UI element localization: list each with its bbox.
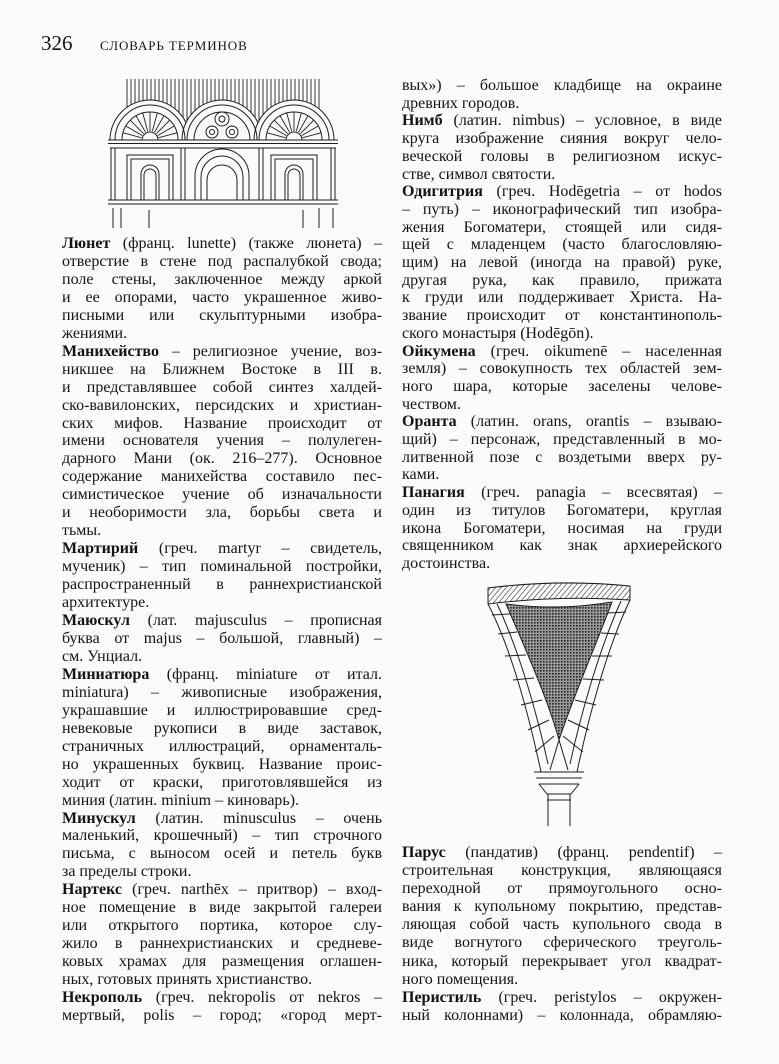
entry-text: (франц. miniature от итал. [166, 665, 382, 683]
entry-text-line: один из титулов Богоматери, круглая [402, 501, 722, 519]
entry-text-line: священником как знак архиерейского [402, 537, 722, 555]
entry-text: (лат. majusculus – прописная [147, 612, 383, 630]
entry-text: – религиозное учение, воз- [171, 342, 382, 360]
entry-text-line: жения Богоматери, стоящей или сидя- [402, 218, 722, 236]
entry-text: (греч. Hodēgetria – от hodos [496, 183, 722, 201]
entry-first-line [62, 343, 382, 361]
entry-text-line: щим) на левой (иногда на правой) руке, [402, 254, 722, 272]
entry-text-line: вых») – большое кладбище на окраине [402, 77, 722, 94]
entry-first-line [402, 343, 722, 361]
entry-text-line: miniatura) – живописные изображения, [62, 683, 382, 701]
entry-text-line: ского монастыря (Hodēgōn). [402, 324, 594, 342]
entry-text-line: ное помещение в виде закрытой галереи [62, 899, 382, 917]
entry-nimbus [402, 112, 722, 183]
entry-text-line: вания к купольному покрытию, представ- [402, 898, 722, 916]
entry-text-line: щей с младенцем (часто благословляю- [402, 236, 722, 254]
entry-term: Миниатюра [62, 665, 150, 683]
entry-first-line [62, 540, 382, 558]
entry-manichaeism [62, 343, 382, 540]
entry-text: (пандатив) (франц. pendentif) – [465, 844, 722, 861]
entry-text-line: содержание манихейства составило пес- [62, 468, 382, 486]
entry-text-line: звание происходит от константинополь- [402, 307, 722, 325]
entry-text-line: и представлявшее собой синтез халдей- [62, 378, 382, 396]
entry-text-line: писными или скульптурными изобра- [62, 306, 382, 324]
entry-text-line: мертвый, polis – город; «город мерт- [62, 1006, 382, 1024]
entry-term: Некрополь [62, 989, 143, 1007]
entry-martyrium [62, 540, 382, 612]
entry-text-line: земля) – совокупность тех областей зем- [402, 360, 722, 378]
entry-text-line: ско-вавилонских, персидских и христиан- [62, 396, 382, 414]
entry-text-line: строительная конструкция, являющаяся [402, 862, 722, 880]
entry-text-line: к груди или поддерживает Христа. На- [402, 289, 722, 307]
entry-term: Манихейство [62, 342, 159, 360]
entry-text-line: чеством. [402, 395, 461, 413]
entry-text-line: литвенной позе с воздетыми вверх ру- [402, 448, 722, 466]
entry-text-line: щий) – персонаж, представленный в мо- [402, 431, 722, 449]
entry-text-line: ного помещения. [402, 970, 519, 988]
entry-first-line [402, 484, 722, 502]
right-column-bottom [402, 844, 722, 1025]
entry-term: Оранта [402, 413, 457, 431]
entry-text: (латин. nimbus) – условное, в виде [453, 112, 723, 130]
entry-miniature [62, 666, 382, 810]
entry-text-line: или открытого портика, которое слу- [62, 917, 382, 935]
right-column-top [402, 77, 722, 573]
entry-text: (франц. lunette) (также люнета) – [122, 235, 383, 252]
entry-text: (латин. minusculus – очень [155, 809, 382, 827]
entry-hodegetria [402, 183, 722, 342]
entry-first-line [402, 183, 722, 201]
entry-majuscule [62, 612, 382, 666]
entry-text: (латин. orans, orantis – взываю- [470, 413, 722, 431]
entry-term: Одигитрия [402, 183, 483, 201]
entry-term: Минускул [62, 809, 136, 827]
entry-first-line [402, 844, 722, 862]
entry-term: Мартирий [62, 540, 139, 558]
entry-text-line: но украшенных буквиц. Название проис- [62, 755, 382, 773]
entry-text-line: жило в раннехристианских и средневе- [62, 935, 382, 953]
entry-text-line: ного шара, которые заселены челове- [402, 377, 722, 395]
entry-text-line: отверстие в стене под распалубкой свода; [62, 252, 382, 270]
entry-text-line: ных, готовых принять христианство. [62, 971, 313, 989]
entry-text-line: архитектуре. [62, 594, 150, 612]
entry-minuscule [62, 810, 382, 882]
entry-panagia [402, 484, 722, 573]
entry-term: Люнет [62, 235, 111, 252]
entry-necropolis-continuation [402, 77, 722, 112]
entry-oikumene [402, 343, 722, 414]
entry-text-line: переходной от прямоугольного осно- [402, 880, 722, 898]
entry-text-line: ляющая собой часть купольного свода в [402, 916, 722, 934]
entry-text: (греч. nekropolis от nekros – [155, 989, 383, 1007]
entry-text: (греч. martyr – свидетель, [158, 540, 383, 558]
entry-text-line: ный колоннами) – колоннада, обрамляю- [402, 1006, 722, 1024]
entry-text-line: имени основателя учения – полулеген- [62, 432, 382, 450]
entry-text-line: икона Богоматери, носимая на груди [402, 519, 722, 537]
entry-text-line: ходит от краски, приготовлявшейся из [62, 773, 382, 791]
entry-narthex [62, 881, 382, 989]
entry-text: (греч. oikumenē – населенная [490, 342, 723, 360]
entry-text-line: круга изображение сияния вокруг чело- [402, 130, 722, 148]
entry-text-line: жениями. [62, 324, 128, 342]
entry-text-line: никшее на Ближнем Востоке в III в. [62, 360, 382, 378]
entry-term: Маюскул [62, 612, 130, 630]
entry-text-line: виде вогнутого сферического треуголь- [402, 934, 722, 952]
entry-orant [402, 413, 722, 484]
entry-term: Парус [402, 844, 446, 861]
lunette-illustration [105, 76, 341, 230]
entry-text-line: и ее опорами, часто украшенное живо- [62, 288, 382, 306]
entry-text-line: стве, символ святости. [402, 165, 556, 183]
entry-text-line: достоинства. [402, 554, 491, 572]
left-column [62, 235, 382, 1025]
entry-term: Ойкумена [402, 342, 476, 360]
entry-first-line [62, 810, 382, 828]
entry-text-line: тьмы. [62, 522, 102, 540]
entry-text: (греч. narthēx – притвор) – вход- [132, 881, 382, 899]
entry-text-line: веческой головы в религиозном искус- [402, 147, 722, 165]
entry-text-line: письма, с выносом осей и петель букв [62, 845, 382, 863]
entry-text-line: ковых храмах для размещения оглашен- [62, 953, 382, 971]
pendentive-illustration [486, 580, 632, 826]
entry-text-line: украшавшие и иллюстрировавшие сред- [62, 701, 382, 719]
entry-term: Панагия [402, 484, 465, 502]
running-title: СЛОВАРЬ ТЕРМИНОВ [100, 38, 248, 53]
entry-text-line: – путь) – иконографический тип изобра- [402, 200, 722, 218]
entry-text-line: миния (латин. minium – киноварь). [62, 791, 300, 809]
entry-first-line [402, 112, 722, 130]
entry-text-line: за пределы строки. [62, 863, 192, 881]
entry-first-line [62, 235, 382, 253]
entry-text-line: симистическое учение об изначальности [62, 486, 382, 504]
entry-first-line [62, 612, 382, 630]
entry-first-line [62, 666, 382, 684]
entry-text-line: древних городов. [402, 94, 520, 112]
entry-first-line [402, 989, 722, 1007]
entry-text-line: и необоримости зла, борьбы света и [62, 504, 382, 522]
entry-text-line: дарного Мани (ок. 216–277). Основное [62, 450, 382, 468]
entry-text-line: ками. [402, 466, 440, 484]
entry-text-line: поле стены, заключенное между аркой [62, 270, 382, 288]
entry-text-line: ника, который перекрывает угол квадрат- [402, 952, 722, 970]
entry-term: Нимб [402, 112, 443, 130]
entry-necropolis [62, 989, 382, 1025]
entry-peristyle [402, 989, 722, 1025]
entry-first-line [62, 989, 382, 1007]
entry-text-line: невековые рукописи в виде заставок, [62, 719, 382, 737]
entry-first-line [62, 881, 382, 899]
entry-text-line: ских мифов. Название происходит от [62, 414, 382, 432]
entry-lunette [62, 235, 382, 343]
entry-text-line: мученик) – тип поминальной постройки, [62, 558, 382, 576]
entry-pendentive [402, 844, 722, 989]
entry-text-line: маленький, крошечный) – тип строчного [62, 827, 382, 845]
entry-term: Перистиль [402, 988, 482, 1006]
page-number: 326 [41, 31, 73, 55]
entry-text: (греч. panagia – всесвятая) – [481, 484, 723, 502]
entry-first-line [402, 413, 722, 431]
entry-text-line: страничных иллюстраций, орнаменталь- [62, 737, 382, 755]
entry-term: Нартекс [62, 881, 123, 899]
entry-text: (греч. peristylos – окружен- [498, 988, 723, 1006]
entry-text-line: буква от majus – большой, главный) – [62, 629, 382, 647]
entry-text-line: распространенный в раннехристианской [62, 576, 382, 594]
entry-text-line: другая рука, как правило, прижата [402, 271, 722, 289]
entry-text-line: см. Унциал. [62, 647, 143, 665]
